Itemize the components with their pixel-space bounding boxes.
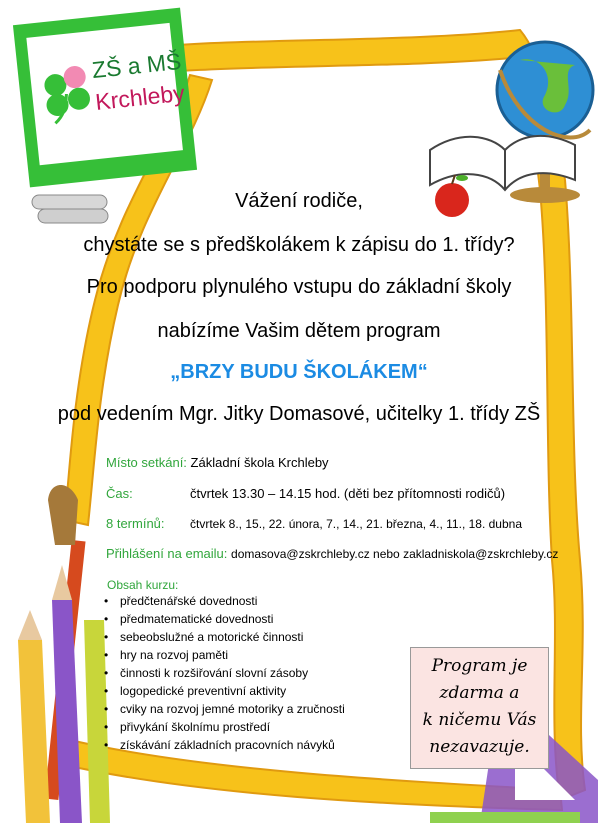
free-box-line: nezavazuje. bbox=[429, 737, 530, 757]
free-box-line: Program je bbox=[431, 656, 528, 676]
course-list bbox=[100, 592, 345, 754]
list-item: • logopedické preventivní aktivity bbox=[100, 682, 345, 700]
free-box-line: k ničemu Vás bbox=[422, 710, 537, 730]
program-leader: pod vedením Mgr. Jitky Domasové, učitelky 1. třídy ZŠ bbox=[57, 403, 541, 425]
list-item: • hry na rozvoj paměti bbox=[100, 646, 345, 664]
intro-line-1: chystáte se s předškolákem k zápisu do 1. třídy? bbox=[83, 234, 515, 256]
email-label: Přihlášení na emailu: bbox=[106, 546, 228, 561]
time-row bbox=[106, 486, 506, 501]
list-item: • předčtenářské dovednosti bbox=[100, 592, 345, 610]
intro-line-3: nabízíme Vašim dětem program bbox=[157, 320, 441, 342]
logo-text-school: ZŠ a MŠ bbox=[90, 47, 183, 84]
place-label: Místo setkání: bbox=[106, 455, 187, 470]
time-value: čtvrtek 13.30 – 14.15 hod. (děti bez přítomnosti rodičů) bbox=[190, 486, 506, 501]
list-item: • cviky na rozvoj jemné motoriky a zručnosti bbox=[100, 700, 345, 718]
school-logo bbox=[13, 8, 197, 188]
dates-label: 8 termínů: bbox=[106, 516, 165, 531]
email-row bbox=[106, 546, 558, 561]
time-label: Čas: bbox=[106, 486, 133, 501]
list-item: • předmatematické dovednosti bbox=[100, 610, 345, 628]
free-box-line: zdarma a bbox=[439, 683, 520, 703]
list-item: • sebeobslužné a motorické činnosti bbox=[100, 628, 345, 646]
logo-text-town: Krchleby bbox=[94, 79, 186, 115]
dates-value: čtvrtek 8., 15., 22. února, 7., 14., 21. března, 4., 11., 18. dubna bbox=[190, 517, 522, 531]
greeting: Vážení rodiče, bbox=[235, 190, 363, 212]
place-value: Základní škola Krchleby bbox=[190, 455, 329, 470]
list-item: • činnosti k rozšiřování slovní zásoby bbox=[100, 664, 345, 682]
dates-row bbox=[106, 516, 522, 531]
list-item: • přivykání školnímu prostředí bbox=[100, 718, 345, 736]
program-title: „BRZY BUDU ŠKOLÁKEM“ bbox=[170, 361, 428, 383]
clover-logo-icon bbox=[37, 61, 97, 126]
email-value[interactable]: domasova@zskrchleby.cz nebo zakladniskola@zskrchleby.cz bbox=[231, 547, 559, 561]
course-title: Obsah kurzu: bbox=[107, 578, 179, 592]
free-program-box bbox=[410, 647, 549, 769]
pencils-icon bbox=[18, 565, 110, 823]
place-row bbox=[106, 455, 329, 470]
intro-line-2: Pro podporu plynulého vstupu do základní školy bbox=[86, 276, 512, 298]
list-item: • získávání základních pracovních návyků bbox=[100, 736, 345, 754]
